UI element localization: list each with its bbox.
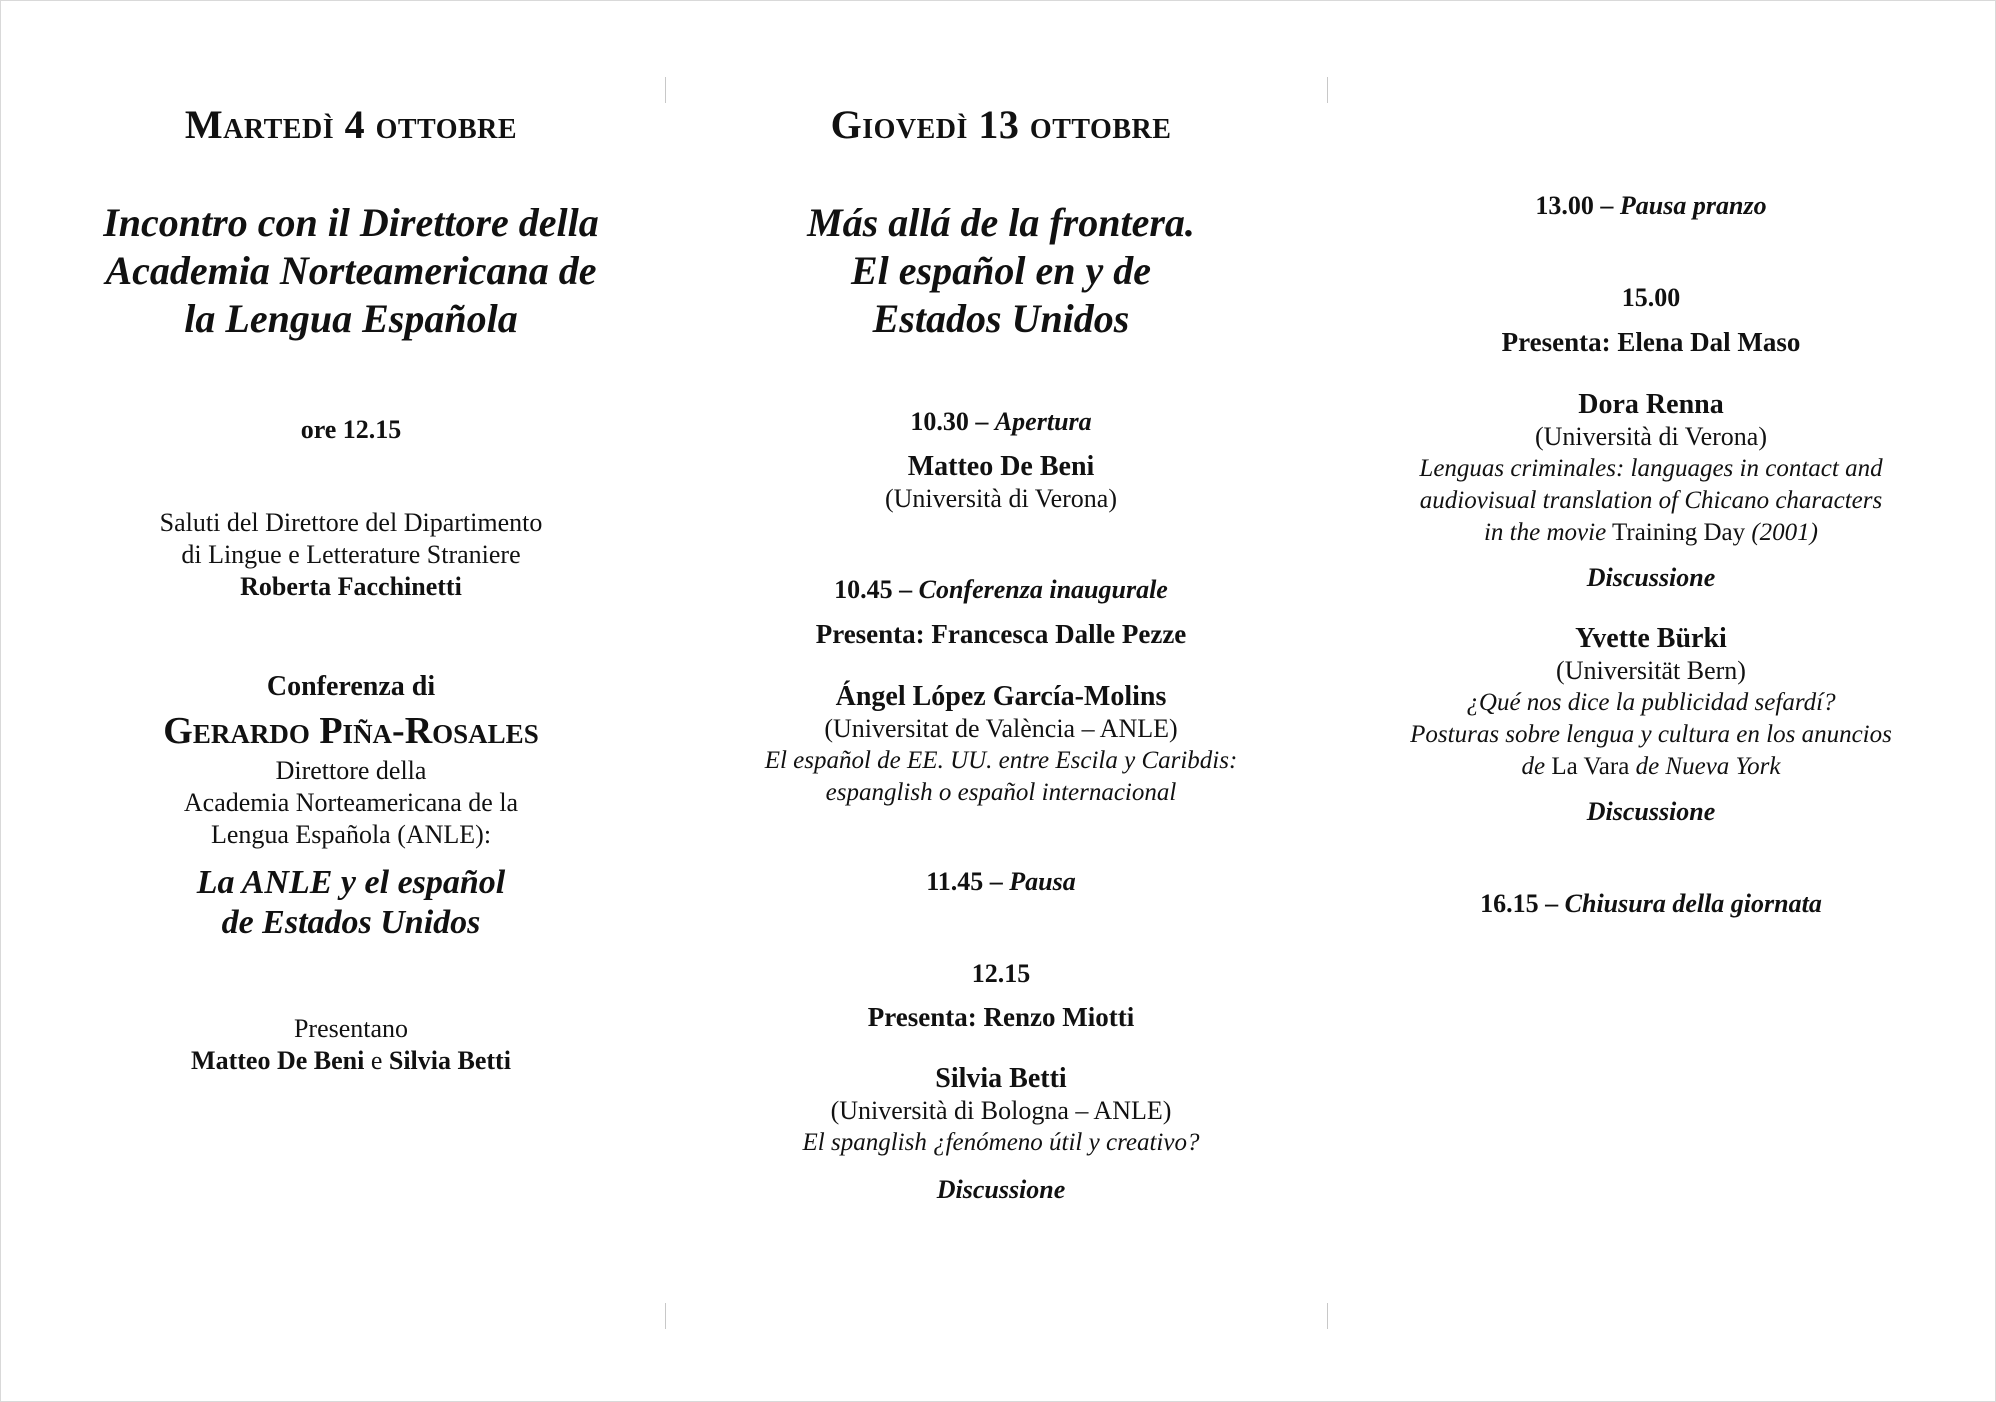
talk-title: La ANLE y el español de Estados Unidos — [196, 864, 506, 941]
session-afternoon-time: 15.00 — [1621, 283, 1681, 312]
presenter-1: Matteo De Beni — [191, 1046, 365, 1075]
discussion-label: Discussione — [936, 1175, 1066, 1204]
conference-label: Conferenza di — [266, 671, 436, 702]
discussion-label: Discussione — [1586, 563, 1716, 592]
presenter-2: Silvia Betti — [388, 1046, 511, 1075]
session-break-time: 11.45 – Pausa — [926, 867, 1076, 896]
event-title: Incontro con il Direttore della Academia Norteamericana de la Lengua Española — [103, 200, 599, 341]
session-opening-time: 10.30 – Apertura — [910, 407, 1092, 436]
session-lunch-time: 13.00 – Pausa pranzo — [1535, 191, 1767, 220]
fold-mark-top-right — [1327, 77, 1328, 103]
talk-renna: Dora Renna (Università di Verona) Lenguas criminales: languages in contact and audiovisual translation of Chicano characters in the movie Training Day (2001) — [1419, 389, 1883, 546]
talk-burki: Yvette Bürki (Universität Bern) ¿Qué nos dice la publicidad sefardí? Posturas sobre lengua y cultura en los anuncios de La Vara de Nueva York — [1410, 623, 1892, 780]
event-time: ore 12.15 — [300, 415, 402, 444]
session-opening-speaker: Matteo De Beni (Università di Verona) — [884, 451, 1117, 513]
session-keynote-speaker: Ángel López García-Molins (Universitat de València – ANLE) El español de EE. UU. entre Escila y Caribdis: espanglish o español internacional — [764, 681, 1238, 806]
fold-mark-top-left — [665, 77, 666, 103]
session-noon-speaker: Silvia Betti (Università di Bologna – ANLE) El spanglish ¿fenómeno útil y creativo? — [802, 1063, 1200, 1156]
fold-mark-bottom-left — [665, 1303, 666, 1329]
fold-mark-bottom-right — [1327, 1303, 1328, 1329]
day-heading: Giovedì 13 ottobre — [830, 102, 1172, 147]
event-title: Más allá de la frontera. El español en y de Estados Unidos — [807, 200, 1195, 341]
session-keynote-presenter: Presenta: Francesca Dalle Pezze — [815, 619, 1187, 649]
presenters-block: Presentano Matteo De Beni e Silvia Betti — [191, 1014, 511, 1075]
speaker-role: Direttore della Academia Norteamericana de la Lengua Española (ANLE): — [183, 756, 519, 849]
day-heading: Martedì 4 ottobre — [184, 102, 518, 147]
session-keynote-time: 10.45 – Conferenza inaugurale — [834, 575, 1168, 604]
greeting-name: Roberta Facchinetti — [240, 572, 462, 601]
session-afternoon-presenter: Presenta: Elena Dal Maso — [1501, 327, 1801, 357]
session-closing-time: 16.15 – Chiusura della giornata — [1480, 889, 1822, 918]
session-noon-time: 12.15 — [971, 959, 1031, 988]
greeting-block: Saluti del Direttore del Dipartimento di Lingue e Letterature Straniere Roberta Facchinetti — [41, 507, 661, 603]
speaker-name: Gerardo Piña-Rosales — [163, 710, 539, 752]
session-noon-presenter: Presenta: Renzo Miotti — [867, 1002, 1135, 1032]
discussion-label: Discussione — [1586, 797, 1716, 826]
